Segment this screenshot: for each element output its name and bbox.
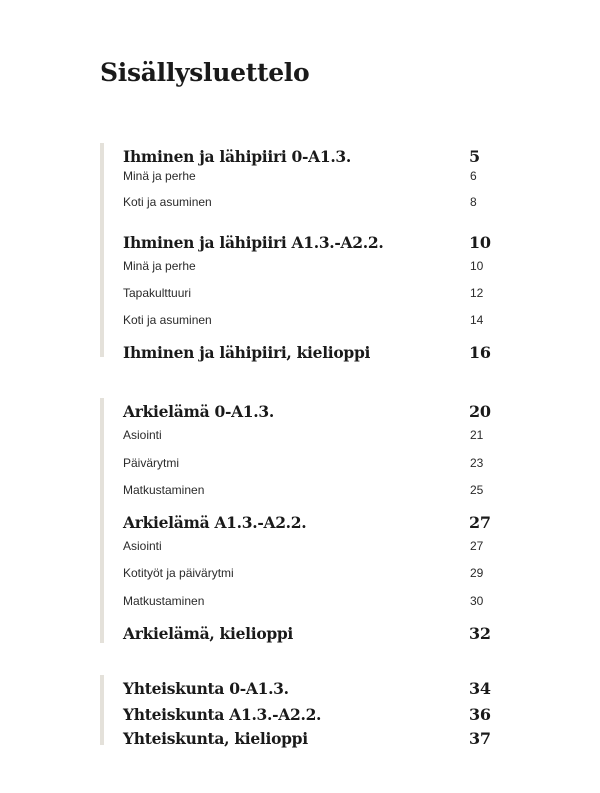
toc-page-number: 27 <box>470 539 484 553</box>
toc-chapter-title: Arkielämä A1.3.-A2.2. <box>123 513 307 532</box>
toc-page-number: 5 <box>469 147 480 166</box>
toc-subentry-title: Asiointi <box>123 428 162 442</box>
toc-page-number: 10 <box>470 259 484 273</box>
toc-page-number: 6 <box>470 169 477 183</box>
toc-chapter-title: Ihminen ja lähipiiri 0-A1.3. <box>123 147 352 166</box>
toc-chapter[interactable] <box>123 675 495 699</box>
section-bar <box>100 675 104 745</box>
toc-page-number: 14 <box>470 313 484 327</box>
toc-subentry-title: Asiointi <box>123 539 162 553</box>
toc-section-yhteiskunta <box>100 675 495 748</box>
toc-subentry-title: Koti ja asuminen <box>123 195 212 209</box>
toc-subentry-title: Minä ja perhe <box>123 259 196 273</box>
toc-chapter[interactable] <box>123 339 495 363</box>
toc-subentry[interactable] <box>123 419 495 443</box>
toc-page-number: 25 <box>470 483 484 497</box>
toc-chapter-title: Arkielämä 0-A1.3. <box>123 402 274 421</box>
toc-subentry[interactable] <box>123 250 495 274</box>
toc-page-number: 27 <box>469 513 491 532</box>
toc-subentry[interactable] <box>123 304 495 328</box>
toc-page-number: 37 <box>469 729 491 748</box>
toc-chapter-title: Yhteiskunta A1.3.-A2.2. <box>123 705 322 724</box>
toc-page-number: 10 <box>469 233 491 252</box>
toc-subentry-title: Matkustaminen <box>123 594 205 608</box>
toc-subentry-title: Koti ja asuminen <box>123 313 212 327</box>
toc-page-number: 21 <box>470 428 484 442</box>
toc-subentry[interactable] <box>123 277 495 301</box>
toc-subentry[interactable] <box>123 160 495 184</box>
toc-page-number: 23 <box>470 456 484 470</box>
toc-subentry[interactable] <box>123 474 495 498</box>
toc-page-number: 12 <box>470 286 484 300</box>
toc-chapter-title: Yhteiskunta, kielioppi <box>123 729 308 748</box>
toc-page-number: 34 <box>469 679 491 698</box>
toc-subentry[interactable] <box>123 585 495 609</box>
toc-chapter-title: Arkielämä, kielioppi <box>123 624 294 643</box>
section-bar <box>100 143 104 357</box>
toc-subentry[interactable] <box>123 447 495 471</box>
section-bar <box>100 398 104 643</box>
toc-subentry-title: Tapakulttuuri <box>123 286 192 300</box>
toc-chapter[interactable] <box>123 725 495 749</box>
toc-subentry-title: Päivärytmi <box>123 456 180 470</box>
toc-page-number: 20 <box>469 402 491 421</box>
toc-page-number: 29 <box>470 566 484 580</box>
toc-subentry-title: Matkustaminen <box>123 483 205 497</box>
toc-chapter-title: Ihminen ja lähipiiri A1.3.-A2.2. <box>123 233 384 252</box>
toc-page-number: 32 <box>469 624 491 643</box>
toc-section-ihminen <box>100 143 495 362</box>
toc-subentry[interactable] <box>123 530 495 554</box>
page-title: Sisällysluettelo <box>100 58 310 87</box>
toc-subentry[interactable] <box>123 186 495 210</box>
toc-chapter[interactable] <box>123 620 495 644</box>
toc-page-number: 30 <box>470 594 484 608</box>
toc-section-arkielama <box>100 398 495 643</box>
toc-chapter-title: Yhteiskunta 0-A1.3. <box>123 679 289 698</box>
toc-chapter-title: Ihminen ja lähipiiri, kielioppi <box>123 343 371 362</box>
toc-chapter[interactable] <box>123 701 495 725</box>
toc-subentry-title: Minä ja perhe <box>123 169 196 183</box>
toc-subentry-title: Kotityöt ja päivärytmi <box>123 566 234 580</box>
toc-page-number: 16 <box>469 343 491 362</box>
toc-subentry[interactable] <box>123 557 495 581</box>
toc-page-number: 8 <box>470 195 477 209</box>
toc-page-number: 36 <box>469 705 491 724</box>
